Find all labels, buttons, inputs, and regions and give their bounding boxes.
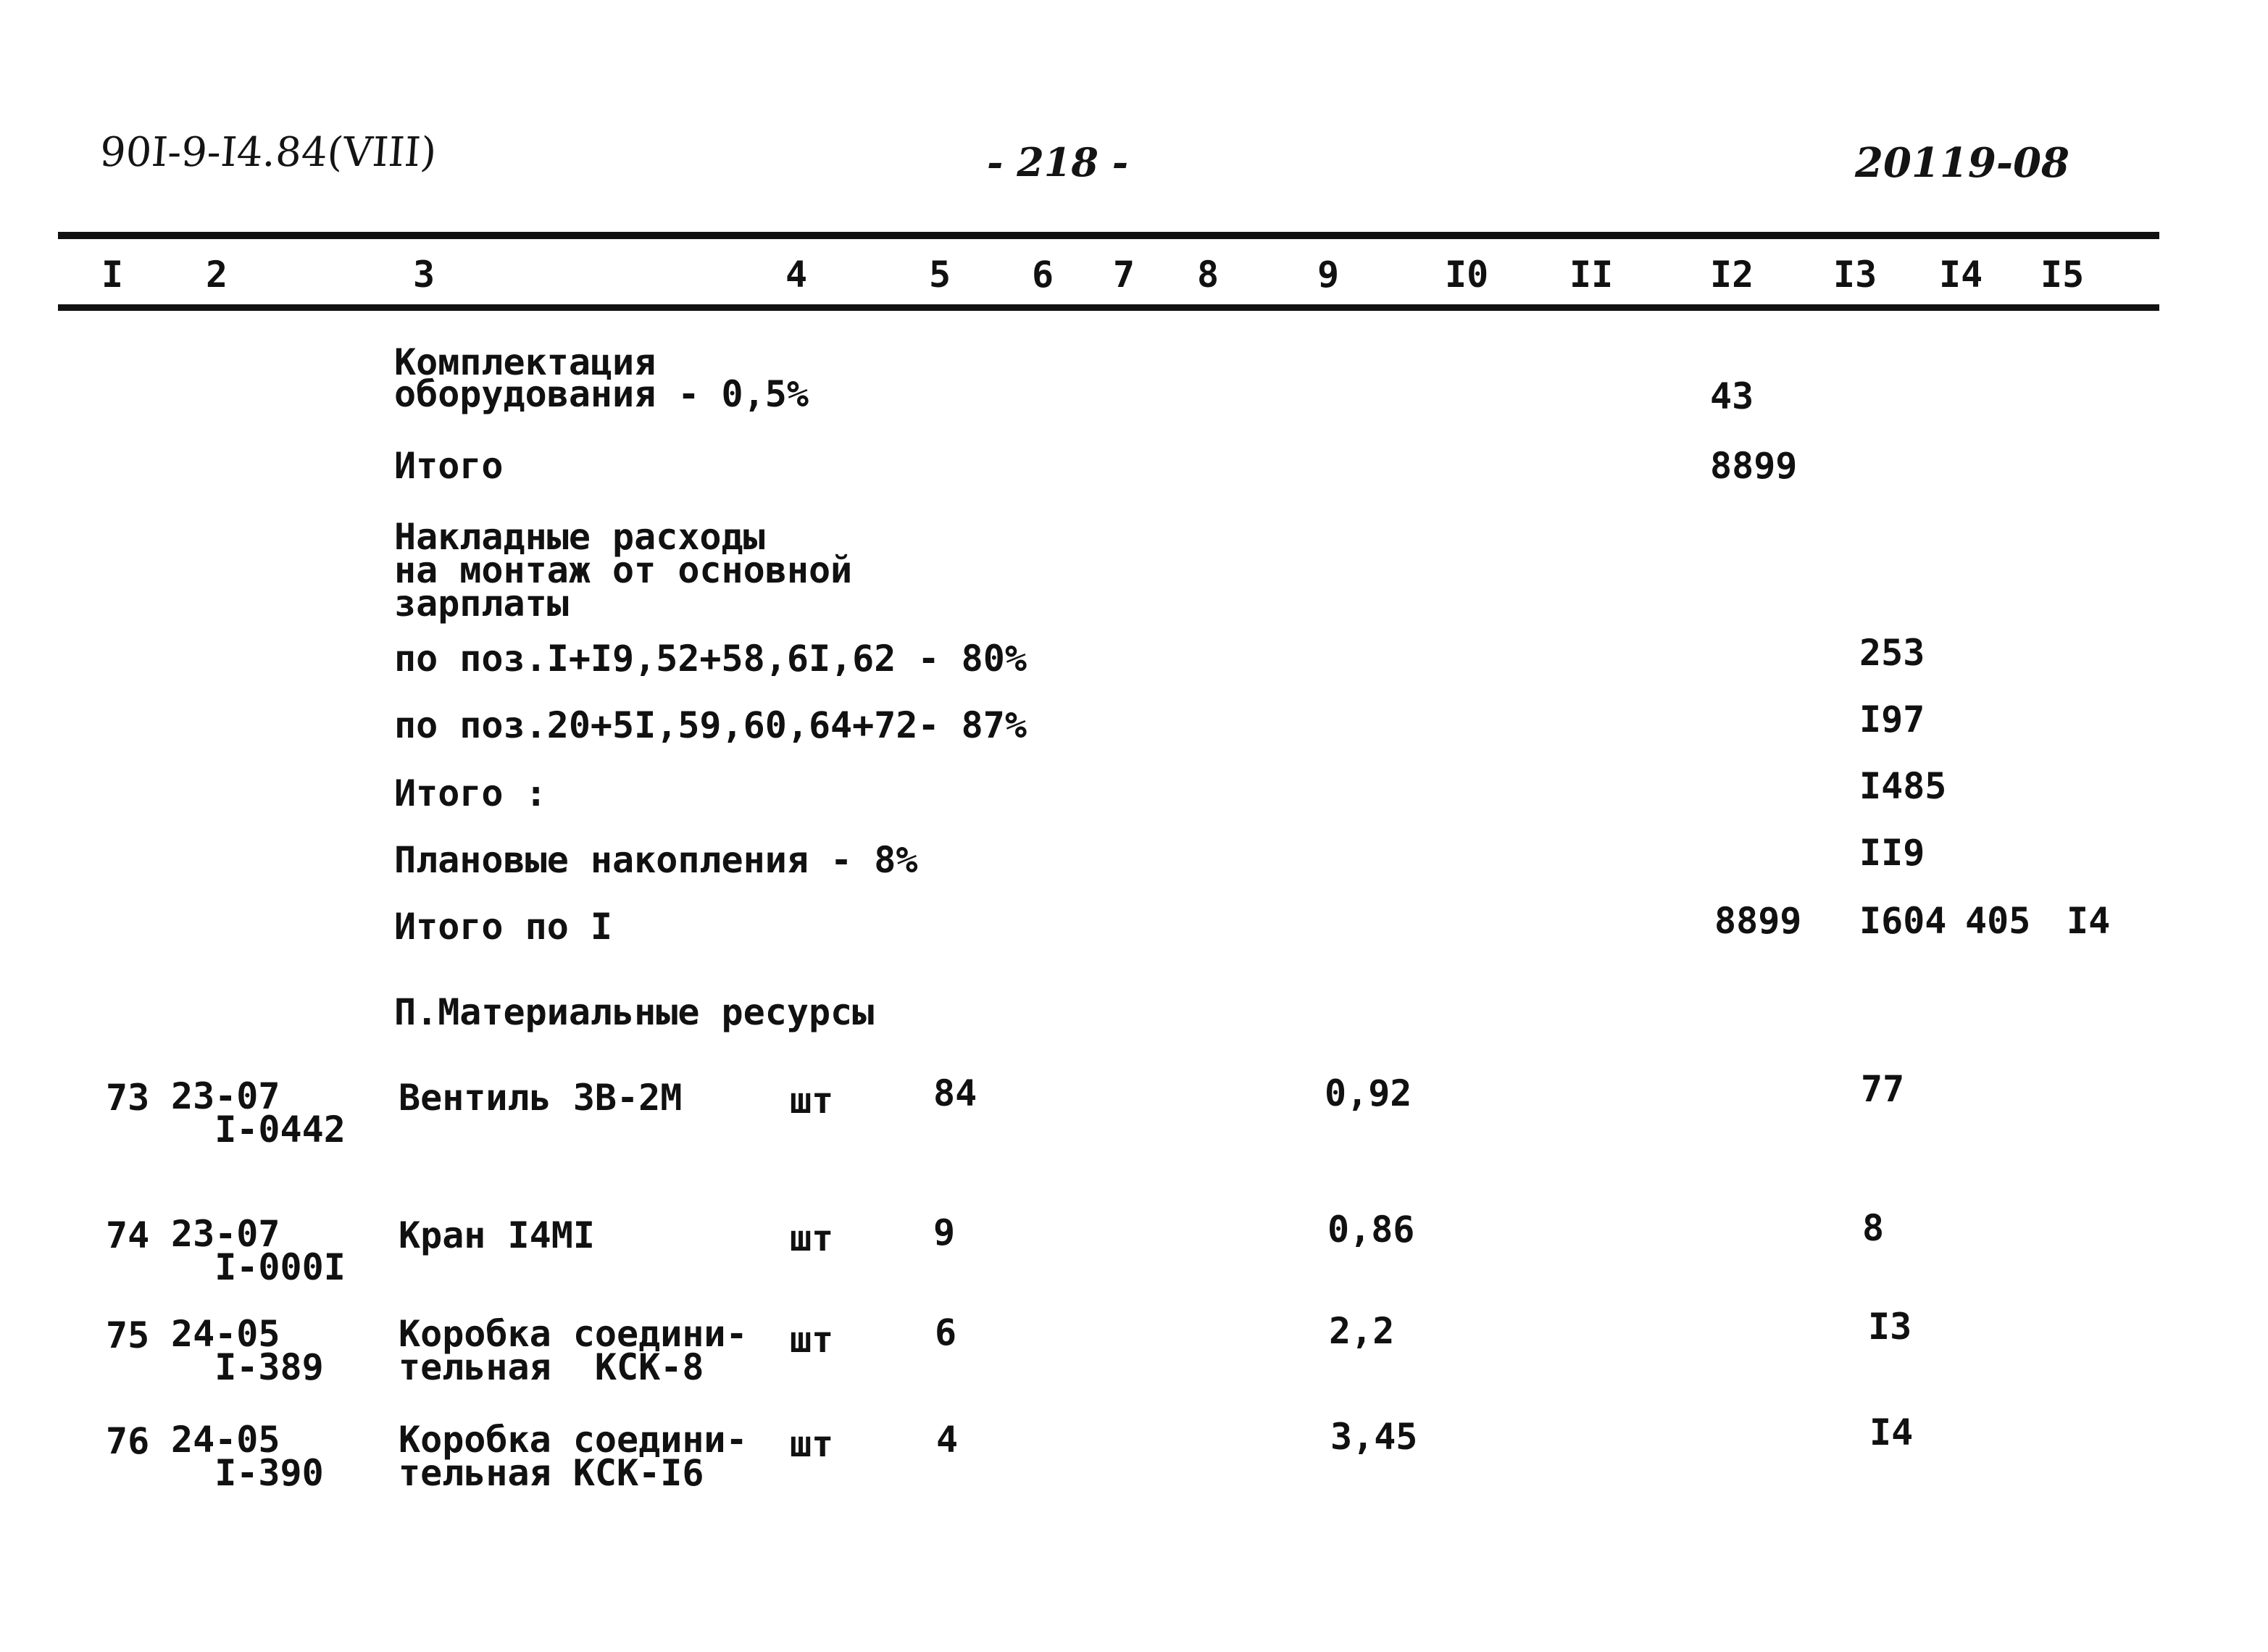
item-number: 73 (106, 1077, 150, 1119)
item-code: 23-07 I-000I (171, 1213, 346, 1288)
item-unit: шт (790, 1423, 834, 1465)
total1-col12: 8899 (1710, 445, 1798, 487)
column-header: 3 (413, 254, 435, 296)
overhead-a-label: по поз.I+I9,52+58,6I,62 - 80% (394, 638, 1027, 680)
overhead-b-label: по поз.20+5I,59,60,64+72- 87% (394, 704, 1027, 746)
item-price: 2,2 (1329, 1310, 1395, 1352)
item-col13: 8 (1862, 1207, 1885, 1249)
planned-label: Плановые накопления - 8% (394, 839, 918, 881)
item-col13: I4 (1869, 1411, 1914, 1453)
total-section-col12: 8899 (1714, 900, 1802, 942)
overhead-label: Накладные расходы на монтаж от основной зарплаты (394, 516, 853, 625)
column-header: II (1569, 254, 1614, 296)
total-section-label: Итого по I (394, 906, 613, 948)
total-section-col13: I604 (1859, 900, 1947, 942)
item-unit: шт (790, 1319, 834, 1361)
total2-col13: I485 (1859, 765, 1947, 807)
column-header: 6 (1032, 254, 1054, 296)
overhead-b-col13: I97 (1859, 698, 1925, 741)
column-header: I3 (1833, 254, 1877, 296)
completion-label: Комплектация оборудования - 0,5% (394, 341, 809, 415)
column-header: 4 (785, 254, 808, 296)
item-quantity: 9 (933, 1211, 956, 1253)
item-code: 24-05 I-389 (171, 1313, 324, 1388)
item-col13: I3 (1868, 1306, 1912, 1348)
total2-label: Итого : (394, 772, 547, 814)
item-name: Вентиль ЗВ-2М (399, 1077, 683, 1119)
column-header: 8 (1197, 254, 1220, 296)
total-section-col15: I4 (2067, 900, 2111, 942)
item-quantity: 84 (933, 1072, 977, 1114)
item-name: Кран I4МI (399, 1214, 595, 1256)
item-unit: шт (790, 1080, 834, 1122)
column-header: 2 (206, 254, 228, 296)
item-code: 24-05 I-390 (171, 1419, 324, 1494)
page-number: - 218 - (987, 139, 1129, 185)
item-col13: 77 (1861, 1068, 1905, 1110)
item-quantity: 6 (935, 1311, 957, 1353)
planned-col13: II9 (1859, 832, 1925, 874)
item-name: Коробка соедини- тельная КСК-I6 (399, 1419, 748, 1494)
item-quantity: 4 (936, 1419, 959, 1461)
item-number: 76 (106, 1420, 150, 1462)
item-name: Коробка соедини- тельная КСК-8 (399, 1313, 748, 1388)
column-header: 7 (1113, 254, 1135, 296)
column-header: 5 (929, 254, 951, 296)
overhead-a-col13: 253 (1859, 632, 1925, 674)
item-price: 3,45 (1330, 1416, 1418, 1458)
column-header: 9 (1317, 254, 1340, 296)
item-number: 74 (106, 1214, 150, 1256)
column-header: I4 (1939, 254, 1983, 296)
completion-col12: 43 (1710, 375, 1754, 417)
total-section-col14: 405 (1965, 900, 2031, 942)
item-price: 0,92 (1325, 1072, 1412, 1114)
column-header: I (101, 254, 124, 296)
column-header: I5 (2040, 254, 2085, 296)
table-top-rule (58, 232, 2159, 239)
column-header: I0 (1445, 254, 1489, 296)
column-header: I2 (1710, 254, 1754, 296)
item-unit: шт (790, 1217, 834, 1259)
sheet-code: 20119-08 (1855, 139, 2069, 187)
section-title: П.Материальные ресурсы (394, 991, 875, 1033)
total1-label: Итого (394, 445, 504, 487)
document-code: 90I-9-I4.84(VIII) (98, 129, 438, 176)
item-number: 75 (106, 1314, 150, 1356)
item-code: 23-07 I-0442 (171, 1075, 346, 1151)
table-header-rule (58, 304, 2159, 311)
item-price: 0,86 (1327, 1209, 1415, 1251)
